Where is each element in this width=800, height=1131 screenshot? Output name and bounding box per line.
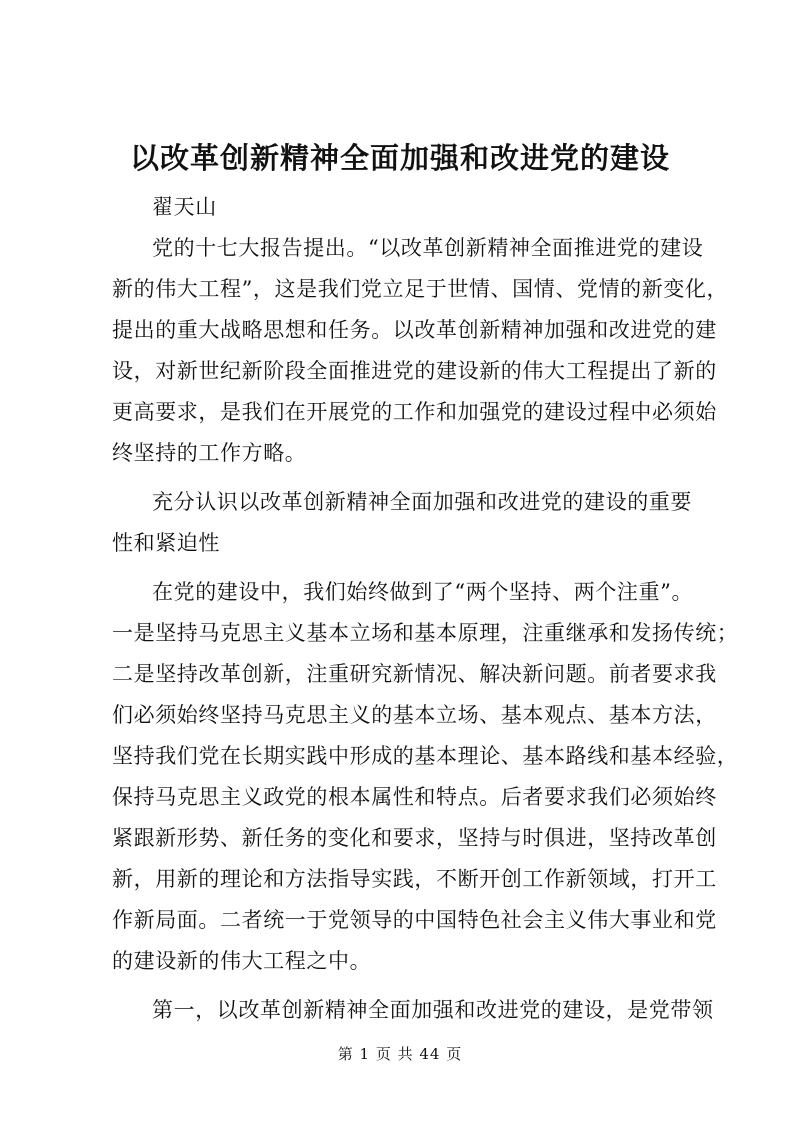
document-body: [112, 187, 739, 1031]
paragraph-line: 在党的建设中，我们始终做到了“两个坚持、两个注重”。: [152, 580, 694, 604]
paragraph-line: 二是坚持改革创新，注重研究新情况、解决新问题。前者要求我: [112, 662, 717, 686]
paragraph-line: 的建设新的伟大工程之中。: [112, 949, 372, 973]
paragraph-line: 们必须始终坚持马克思主义的基本立场、基本观点、基本方法，: [112, 703, 717, 727]
heading-line: 充分认识以改革创新精神全面加强和改进党的建设的重要: [152, 490, 692, 514]
author-name: 翟天山: [152, 195, 217, 219]
paragraph-line: 更高要求，是我们在开展党的工作和加强党的建设过程中必须始: [112, 400, 717, 424]
paragraph-1: [112, 228, 729, 474]
paragraph-2: [112, 572, 739, 982]
paragraph-line: 新，用新的理论和方法指导实践，不断开创工作新领域，打开工: [112, 867, 717, 891]
paragraph-line: 新的伟大工程”，这是我们党立足于世情、国情、党情的新变化，: [112, 277, 729, 301]
section-heading: [112, 482, 708, 564]
paragraph-line: 保持马克思主义政党的根本属性和特点。后者要求我们必须始终: [112, 785, 717, 809]
paragraph-line: 终坚持的工作方略。: [112, 441, 307, 465]
paragraph-line: 党的十七大报告提出。“以改革创新精神全面推进党的建设: [152, 236, 704, 260]
paragraph-line: 提出的重大战略思想和任务。以改革创新精神加强和改进党的建: [112, 318, 717, 342]
heading-line: 性和紧迫性: [112, 531, 220, 555]
page-indicator: 第 1 页 共 44 页: [337, 1045, 463, 1063]
paragraph-line: 第一，以改革创新精神全面加强和改进党的建设，是党带领: [152, 998, 714, 1022]
paragraph-line: 紧跟新形势、新任务的变化和要求，坚持与时俱进，坚持改革创: [112, 826, 717, 850]
paragraph-line: 坚持我们党在长期实践中形成的基本理论、基本路线和基本经验，: [112, 744, 739, 768]
paragraph-line: 设，对新世纪新阶段全面推进党的建设新的伟大工程提出了新的: [112, 359, 717, 383]
document-title: 以改革创新精神全面加强和改进党的建设: [129, 141, 670, 175]
paragraph-line: 作新局面。二者统一于党领导的中国特色社会主义伟大事业和党: [112, 908, 717, 932]
paragraph-line: 一是坚持马克思主义基本立场和基本原理，注重继承和发扬传统；: [112, 621, 739, 645]
paragraph-3: [112, 990, 714, 1031]
